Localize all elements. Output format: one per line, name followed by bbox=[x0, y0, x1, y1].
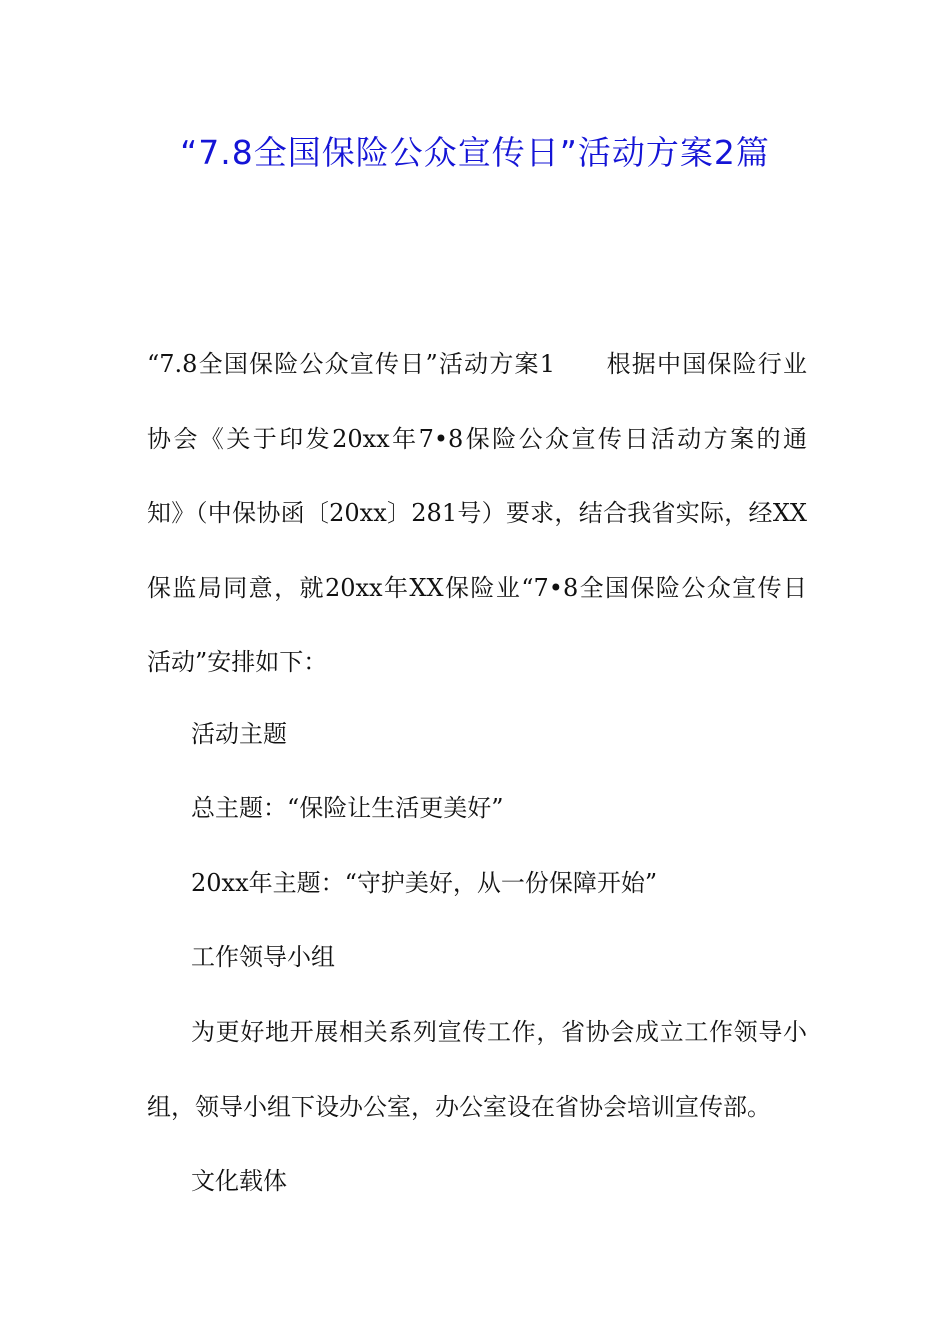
document-title: “7.8全国保险公众宣传日”活动方案2篇 bbox=[180, 133, 770, 172]
intro-line: 协会《关于印发20xx年7•8保险公众宣传日活动方案的通 bbox=[147, 424, 807, 453]
section-heading-group: 工作领导小组 bbox=[191, 943, 335, 971]
intro-line: 保监局同意，就20xx年XX保险业“7•8全国保险公众宣传日 bbox=[147, 573, 807, 602]
intro-line: 活动”安排如下： bbox=[147, 648, 328, 676]
section-heading-culture: 文化载体 bbox=[191, 1167, 287, 1195]
group-description-paragraph bbox=[147, 995, 812, 1144]
year-theme-text: 20xx年主题：“守护美好，从一份保障开始” bbox=[191, 869, 658, 897]
intro-line: 知》（中保协函〔20xx〕281号）要求，结合我省实际，经XX bbox=[147, 499, 807, 527]
group-description-line: 组，领导小组下设办公室，办公室设在省协会培训宣传部。 bbox=[147, 1092, 771, 1121]
intro-paragraph bbox=[147, 327, 812, 700]
intro-line: “7.8全国保险公众宣传日”活动方案1 根据中国保险行业 bbox=[147, 350, 807, 378]
group-description-line: 为更好地开展相关系列宣传工作，省协会成立工作领导小 bbox=[191, 1018, 807, 1046]
general-theme-text: 总主题：“保险让生活更美好” bbox=[191, 794, 504, 822]
section-heading-theme: 活动主题 bbox=[191, 720, 287, 748]
